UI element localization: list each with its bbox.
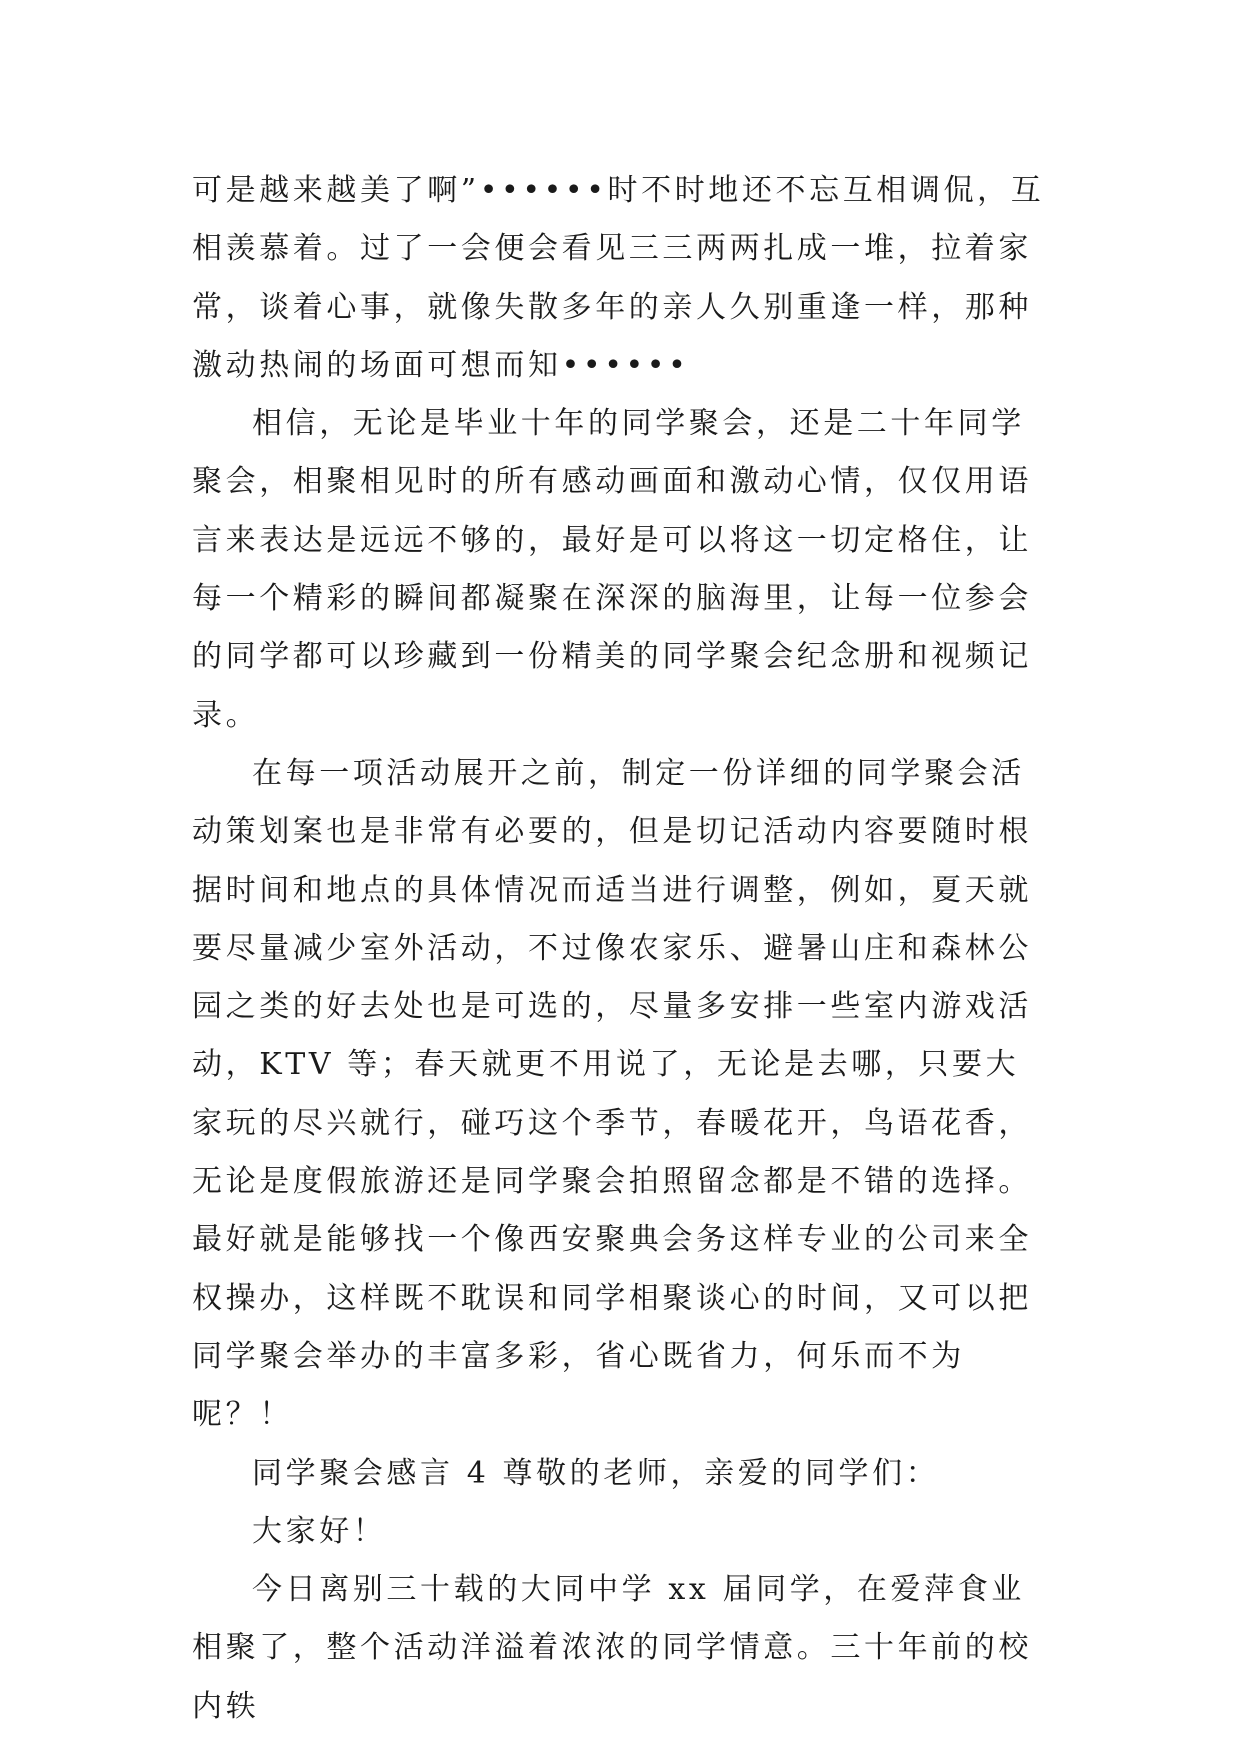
paragraph-3: 在每一项活动展开之前，制定一份详细的同学聚会活动策划案也是非常有必要的，但是切记活动内容要随时根据时间和地点的具体情况而适当进行调整，例如，夏天就要尽量减少室外活动，不过像农家乐、避暑山庄和森林公园之类的好去处也是可选的，尽量多安排一些室内游戏活动，KTV 等；春天就更不用说了，无论是去哪，只要大家玩的尽兴就行，碰巧这个季节，春暖花开，鸟语花香，无论是度假旅游还是同学聚会拍照留念都是不错的选择。最好就是能够找一个像西安聚典会务这样专业的公司来全权操办，这样既不耽误和同学相聚谈心的时间，又可以把同学聚会举办的丰富多彩，省心既省力，何乐而不为呢？！ [192,755,1032,1433]
paragraph-4: 同学聚会感言 4 尊敬的老师，亲爱的同学们： [252,1455,940,1491]
paragraph-6: 今日离别三十载的大同中学 xx 届同学，在爱萍食业相聚了，整个活动洋溢着浓浓的同学情意。三十年前的校内轶 [192,1572,1032,1724]
paragraph-2: 相信，无论是毕业十年的同学聚会，还是二十年同学聚会，相聚相见时的所有感动画面和激动心情，仅仅用语言来表达是远远不够的，最好是可以将这一切定格住，让每一个精彩的瞬间都凝聚在深深的脑海里，让每一位参会的同学都可以珍藏到一份精美的同学聚会纪念册和视频记录。 [192,406,1032,733]
paragraph-5: 大家好！ [252,1513,387,1549]
paragraph-1: 可是越来越美了啊”••••••时不时地还不忘互相调侃，互相羡慕着。过了一会便会看见三三两两扎成一堆，拉着家常，谈着心事，就像失散多年的亲人久别重逢一样，那种激动热闹的场面可想而知•••••• [192,173,1045,383]
body-text [192,162,1052,1736]
